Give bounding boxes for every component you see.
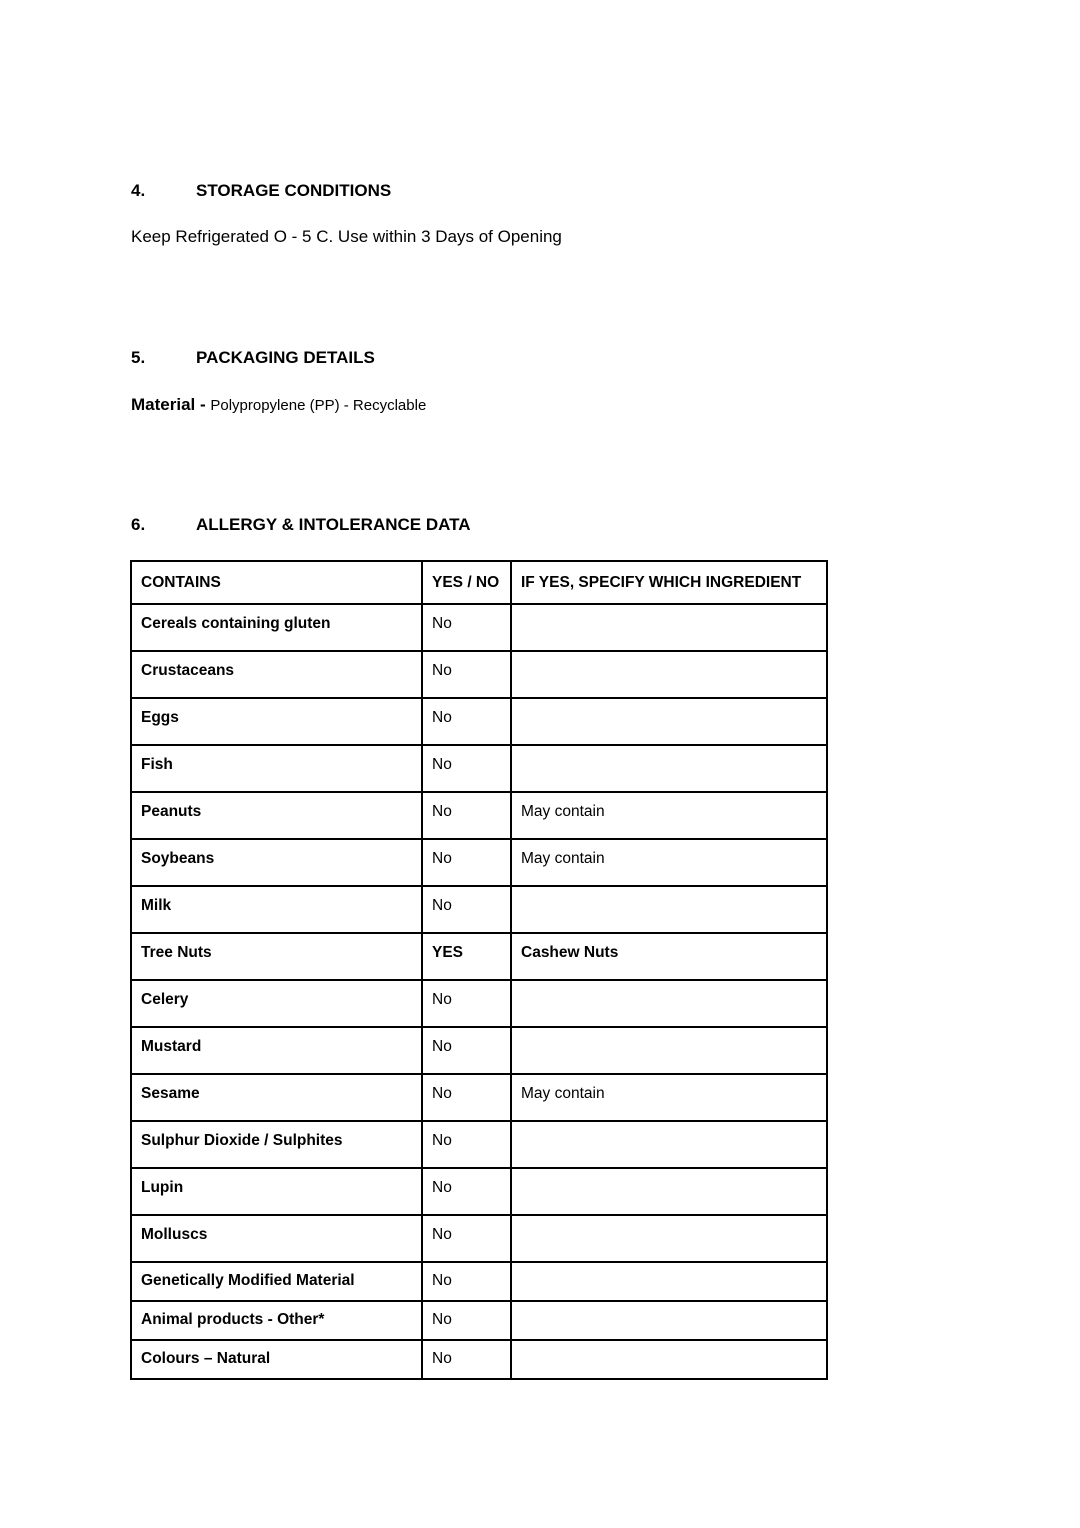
table-row [131,980,827,1027]
allergen-detail [511,886,827,933]
allergy-table [130,560,828,1380]
allergen-answer: No [422,886,511,933]
allergen-detail [511,1027,827,1074]
section-number: 5. [131,348,146,367]
allergen-answer: No [422,1168,511,1215]
section-title: PACKAGING DETAILS [196,348,375,367]
section-number: 6. [131,515,146,534]
allergen-answer: No [422,1074,511,1121]
material-label: Material - [131,395,211,414]
allergen-detail [511,1340,827,1379]
allergen-answer: No [422,651,511,698]
allergen-answer: No [422,698,511,745]
allergen-name: Cereals containing gluten [131,604,422,651]
table-row [131,1027,827,1074]
allergen-name: Animal products - Other* [131,1301,422,1340]
column-header-ingredient: IF YES, SPECIFY WHICH INGREDIENT [511,561,827,604]
allergen-name: Eggs [131,698,422,745]
allergen-detail [511,1262,827,1301]
table-row [131,1340,827,1379]
column-header-yes-no: YES / NO [422,561,511,604]
allergen-detail: Cashew Nuts [511,933,827,980]
allergen-detail [511,745,827,792]
table-row [131,604,827,651]
table-row [131,1168,827,1215]
allergen-name: Fish [131,745,422,792]
table-row [131,839,827,886]
allergen-name: Sulphur Dioxide / Sulphites [131,1121,422,1168]
table-row [131,1121,827,1168]
section-title: STORAGE CONDITIONS [196,181,392,200]
allergen-detail: May contain [511,1074,827,1121]
allergen-name: Tree Nuts [131,933,422,980]
table-row [131,1074,827,1121]
allergen-answer: No [422,1340,511,1379]
allergen-answer: No [422,839,511,886]
table-row [131,698,827,745]
material-value: Polypropylene (PP) - Recyclable [210,397,427,414]
allergen-name: Milk [131,886,422,933]
allergen-answer: No [422,1262,511,1301]
packaging-material [131,395,426,415]
allergen-detail [511,604,827,651]
allergen-answer: No [422,1121,511,1168]
allergen-answer: No [422,1027,511,1074]
allergen-name: Sesame [131,1074,422,1121]
section-heading-packaging [131,348,375,368]
allergen-detail: May contain [511,839,827,886]
allergen-detail [511,1168,827,1215]
allergen-name: Mustard [131,1027,422,1074]
allergen-answer: YES [422,933,511,980]
table-row [131,933,827,980]
allergen-answer: No [422,745,511,792]
allergen-name: Peanuts [131,792,422,839]
allergen-name: Colours – Natural [131,1340,422,1379]
table-row [131,792,827,839]
table-row [131,1215,827,1262]
allergen-name: Crustaceans [131,651,422,698]
allergen-answer: No [422,1215,511,1262]
table-row [131,651,827,698]
allergen-detail [511,1301,827,1340]
section-title: ALLERGY & INTOLERANCE DATA [196,515,471,534]
allergen-detail [511,980,827,1027]
allergen-answer: No [422,1301,511,1340]
table-row [131,745,827,792]
section-heading-allergy [131,515,471,535]
allergen-name: Genetically Modified Material [131,1262,422,1301]
allergen-detail [511,651,827,698]
table-row [131,1301,827,1340]
table-header-row [131,561,827,604]
allergen-detail [511,698,827,745]
allergen-detail [511,1215,827,1262]
section-number: 4. [131,181,146,200]
allergen-name: Soybeans [131,839,422,886]
allergen-detail: May contain [511,792,827,839]
table-row [131,1262,827,1301]
storage-text: Keep Refrigerated O - 5 C. Use within 3 Days of Opening [131,227,562,246]
table-row [131,886,827,933]
allergen-name: Celery [131,980,422,1027]
allergen-name: Lupin [131,1168,422,1215]
allergen-answer: No [422,792,511,839]
allergen-answer: No [422,604,511,651]
column-header-contains: CONTAINS [131,561,422,604]
section-heading-storage [131,181,391,201]
allergen-answer: No [422,980,511,1027]
allergen-detail [511,1121,827,1168]
allergen-name: Molluscs [131,1215,422,1262]
